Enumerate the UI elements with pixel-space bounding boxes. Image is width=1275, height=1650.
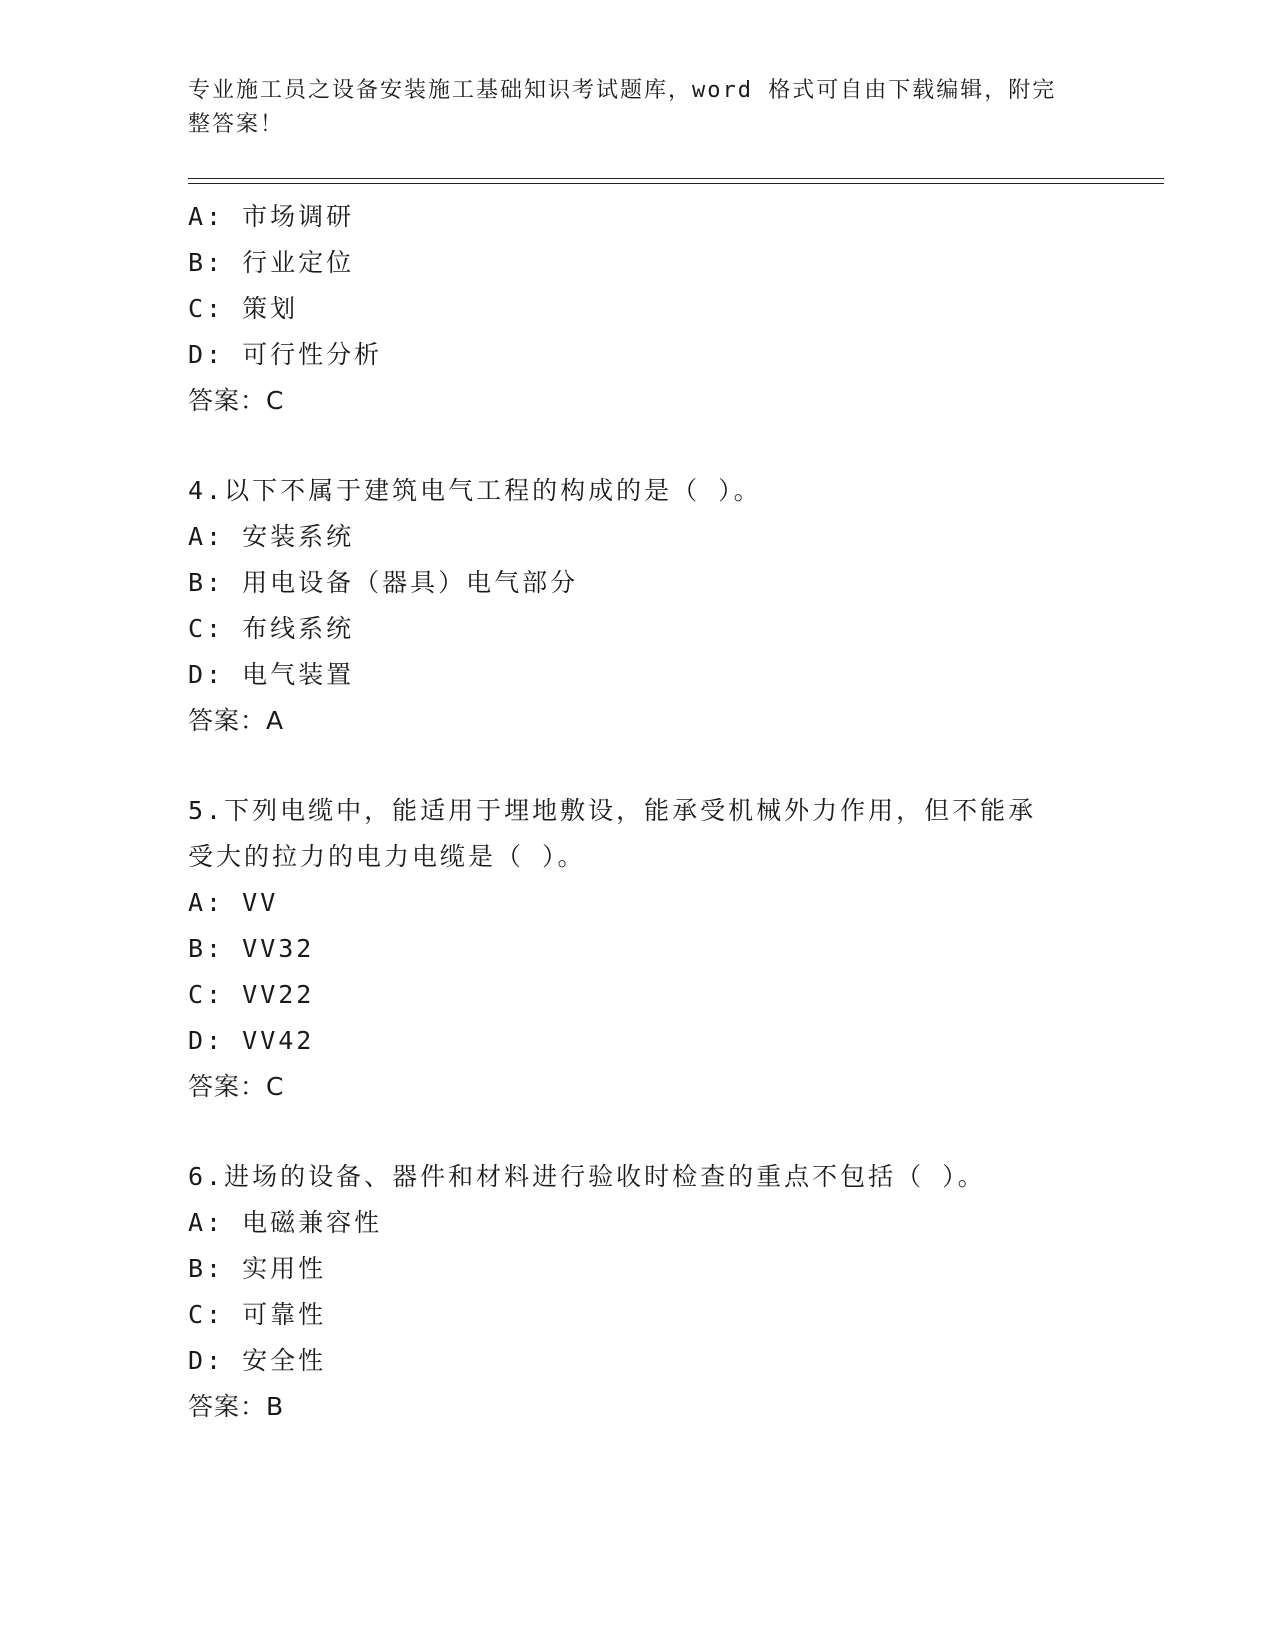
option-b: B: VV32 (188, 934, 315, 963)
answer: 答案：C (188, 1072, 285, 1101)
header-line-1: 专业施工员之设备安装施工基础知识考试题库，word 格式可自由下载编辑，附完 (188, 78, 1057, 103)
option-a: A: VV (188, 888, 279, 917)
option-d: D: VV42 (188, 1026, 315, 1055)
question-stem: 6.进场的设备、器件和材料进行验收时检查的重点不包括（ ）。 (188, 1162, 986, 1191)
option-b: B: 用电设备（器具）电气部分 (188, 568, 579, 597)
header-line-2: 整答案！ (188, 112, 285, 137)
option-d: D: 电气装置 (188, 660, 355, 689)
document-header (188, 74, 1068, 142)
question-stem-line-1: 5.下列电缆中，能适用于埋地敷设，能承受机械外力作用，但不能承 (188, 796, 1037, 825)
question-4 (188, 468, 1148, 744)
option-a: A: 安装系统 (188, 522, 355, 551)
option-c: C: VV22 (188, 980, 315, 1009)
answer: 答案：A (188, 706, 285, 735)
option-c: C: 可靠性 (188, 1300, 327, 1329)
answer: 答案：C (188, 386, 285, 415)
option-d: D: 安全性 (188, 1346, 327, 1375)
header-rule-bottom (188, 183, 1164, 184)
option-c: C: 布线系统 (188, 614, 355, 643)
question-stem-line-2: 受大的拉力的电力电缆是（ ）。 (188, 842, 586, 871)
question-5 (188, 788, 1148, 1110)
question-list (188, 194, 1148, 1430)
answer: 答案：B (188, 1392, 285, 1421)
header-rule-top (188, 178, 1164, 179)
option-a: A: 市场调研 (188, 202, 355, 231)
question-6 (188, 1154, 1148, 1430)
option-a: A: 电磁兼容性 (188, 1208, 383, 1237)
option-c: C: 策划 (188, 294, 299, 323)
option-b: B: 实用性 (188, 1254, 327, 1283)
option-b: B: 行业定位 (188, 248, 355, 277)
question-stem: 4.以下不属于建筑电气工程的构成的是（ ）。 (188, 476, 762, 505)
option-d: D: 可行性分析 (188, 340, 383, 369)
question-3 (188, 194, 1148, 424)
